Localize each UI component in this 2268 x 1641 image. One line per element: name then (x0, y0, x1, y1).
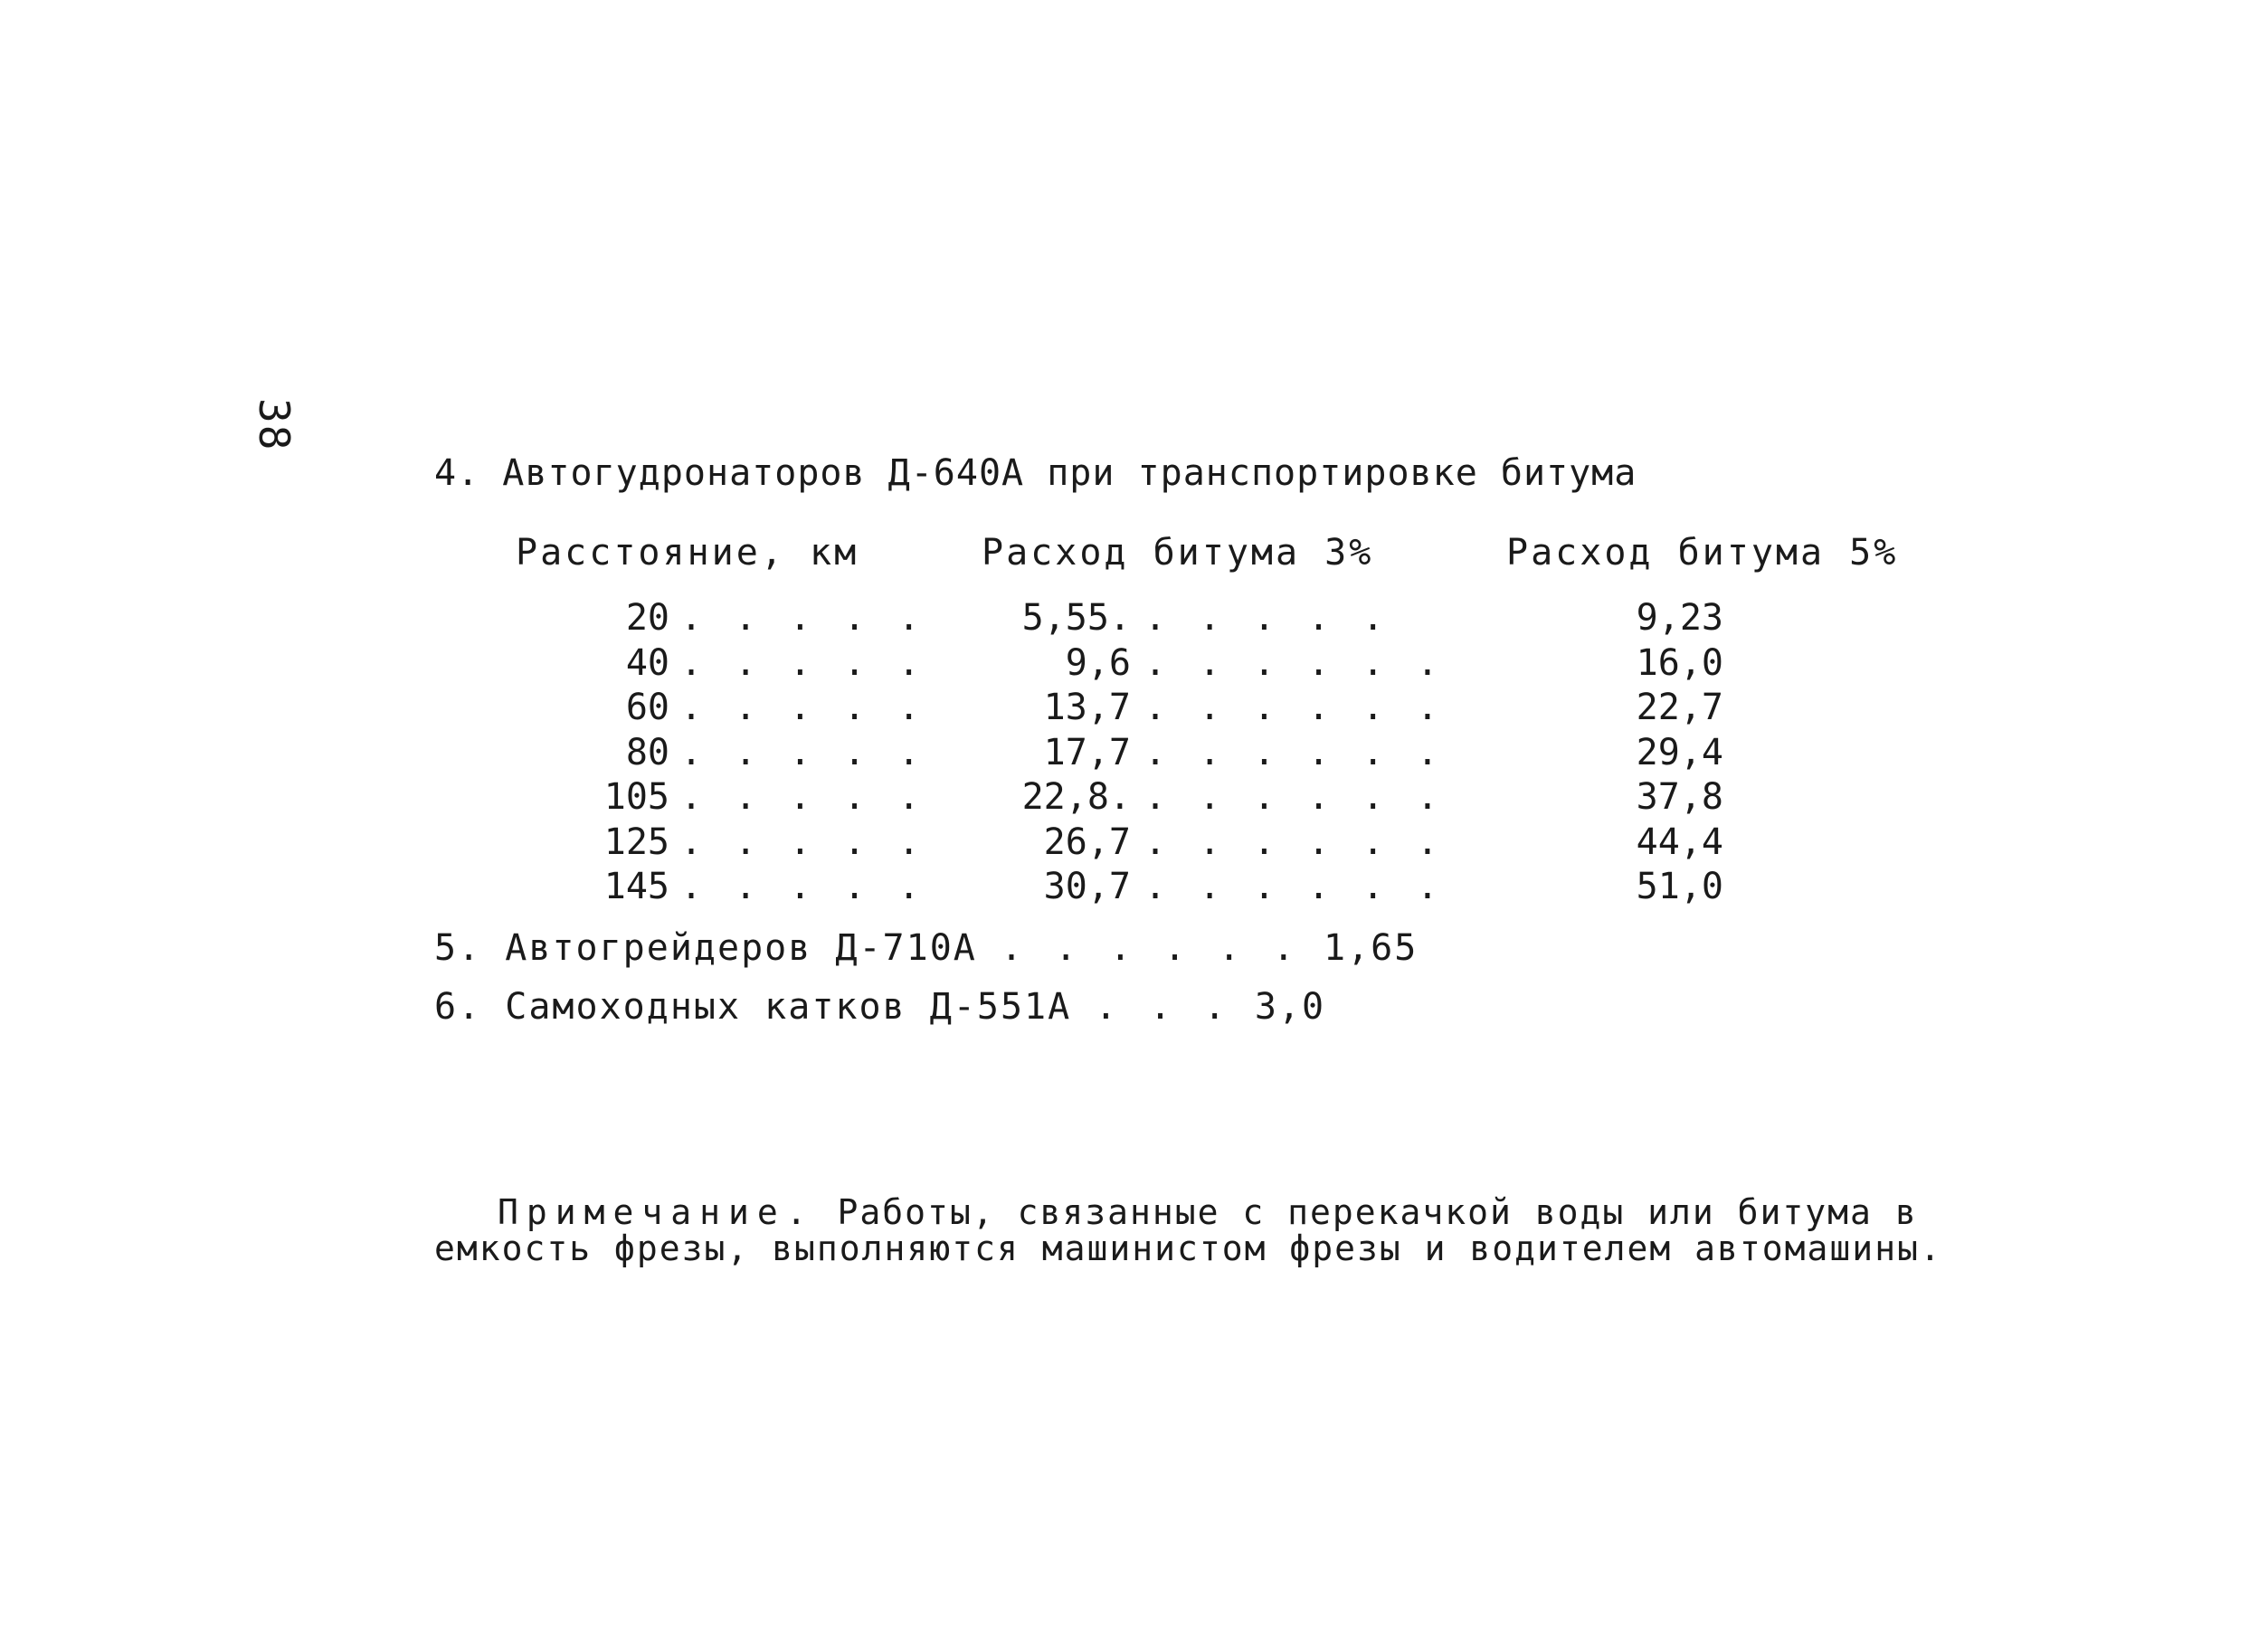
leader-dots: . . . . . . (1144, 687, 1444, 728)
table-row (0, 776, 2268, 821)
note-paragraph (434, 1194, 1990, 1266)
leader-dots: . . . . . . (1144, 641, 1444, 684)
leader-dots: . . . . . (680, 731, 925, 773)
item-6-line (434, 986, 1325, 1028)
bitumen-5-cell: 44,4 (1636, 820, 1723, 863)
distance-cell: 20 (625, 597, 669, 639)
bitumen-3-cell: 5,55. (1021, 597, 1131, 639)
item-5-label: 5. Автогрейдеров Д-710А (434, 927, 977, 969)
table-row (0, 687, 2268, 732)
leader-dots: . . . . . . (1000, 927, 1300, 969)
bitumen-3-cell: 13,7 (1043, 687, 1131, 728)
leader-dots: . . . . . . (1144, 866, 1444, 907)
leader-dots: . . . . . . (1144, 776, 1444, 818)
item-5-line (434, 927, 1418, 969)
leader-dots: . . . . . (1144, 597, 1390, 639)
bitumen-5-cell: 29,4 (1636, 731, 1723, 773)
page-number: 38 (250, 398, 299, 452)
column-header-bitumen-5: Расход битума 5% (1506, 532, 1899, 574)
leader-dots: . . . . . (680, 597, 925, 639)
note-text: Работы, связанные с перекачкой воды или битума в емкость фрезы, выполняются машинистом фрезы и водителем автомашины. (434, 1192, 1942, 1268)
bitumen-3-cell: 17,7 (1043, 731, 1131, 773)
table-row (0, 732, 2268, 777)
leader-dots: . . . . . . (1144, 820, 1444, 863)
bitumen-5-cell: 51,0 (1636, 866, 1723, 907)
bitumen-5-cell: 9,23 (1636, 597, 1723, 639)
distance-cell: 80 (625, 731, 669, 773)
distance-cell: 60 (625, 687, 669, 728)
table-row (0, 597, 2268, 642)
leader-dots: . . . . . (680, 641, 925, 684)
leader-dots: . . . . . (680, 866, 925, 907)
distance-cell: 125 (603, 820, 669, 863)
bitumen-3-cell: 9,6 (1065, 641, 1131, 684)
item-5-value: 1,65 (1323, 927, 1419, 969)
leader-dots: . . . . . (680, 776, 925, 818)
bitumen-5-cell: 16,0 (1636, 641, 1723, 684)
column-header-bitumen-3: Расход битума 3% (982, 532, 1374, 574)
bitumen-3-cell: 26,7 (1043, 820, 1131, 863)
bitumen-3-cell: 30,7 (1043, 866, 1131, 907)
section-4-heading: 4. Автогудронаторов Д-640А при транспортировке битума (434, 452, 1637, 494)
column-header-distance: Расстояние, км (516, 532, 859, 574)
item-6-value: 3,0 (1254, 986, 1326, 1028)
table-row (0, 821, 2268, 867)
bitumen-5-cell: 22,7 (1636, 687, 1723, 728)
leader-dots: . . . (1095, 986, 1231, 1028)
consumption-table (0, 597, 2268, 911)
table-row (0, 642, 2268, 688)
distance-cell: 105 (603, 776, 669, 818)
table-row (0, 866, 2268, 911)
bitumen-5-cell: 37,8 (1636, 776, 1723, 818)
bitumen-3-cell: 22,8. (1021, 776, 1131, 818)
leader-dots: . . . . . (680, 820, 925, 863)
distance-cell: 40 (625, 641, 669, 684)
note-label: Примечание. (498, 1192, 815, 1232)
item-6-label: 6. Самоходных катков Д-551А (434, 986, 1072, 1028)
leader-dots: . . . . . (680, 687, 925, 728)
distance-cell: 145 (603, 866, 669, 907)
leader-dots: . . . . . . (1144, 731, 1444, 773)
